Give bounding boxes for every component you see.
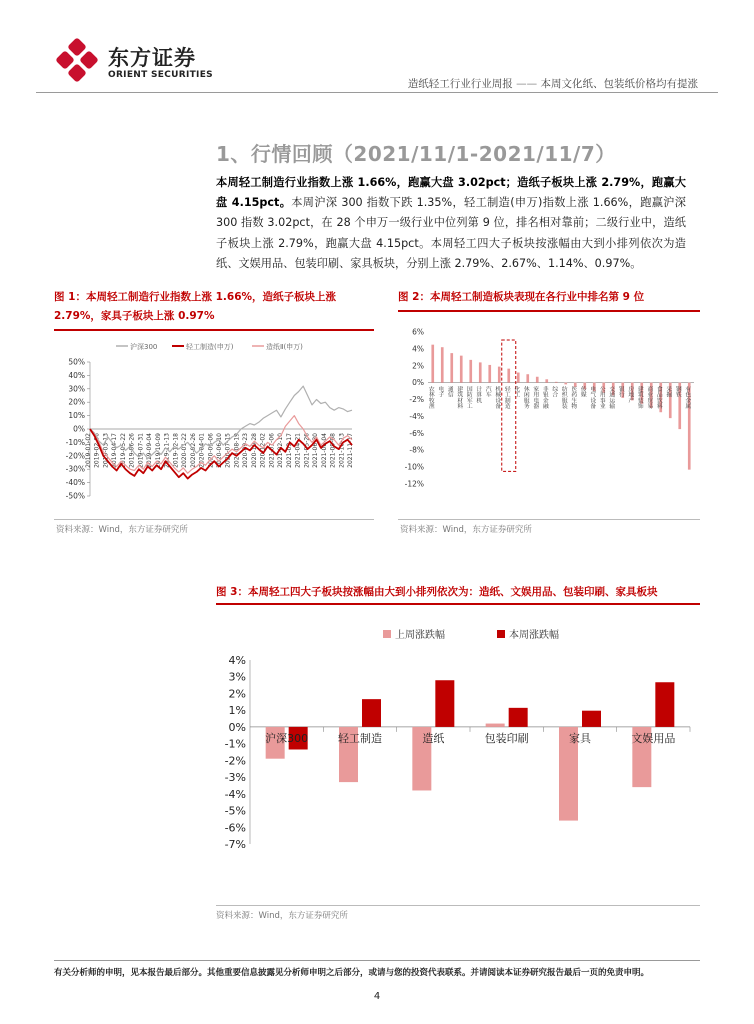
fig1-x-tick-label: 2019-02-06 [93,433,101,468]
fig3-y-tick-label: 3% [228,670,246,684]
fig1-x-tick-label: 2020-06-10 [216,433,223,468]
fig2-category-label: 公用事业 [598,385,605,409]
fig1-y-tick-label: 50% [68,357,85,367]
fig3-y-tick-label: -5% [224,804,246,818]
fig1-x-tick-label: 2019-09-04 [146,433,154,468]
fig2-category-label: 传媒 [579,385,586,398]
legend-label-light: 轻工制造(申万) [186,343,234,351]
fig1-x-tick-label: 2021-08-04 [320,433,328,468]
fig3-y-tick-label: 2% [228,687,246,701]
fig3-category-label: 轻工制造 [338,731,382,745]
fig1-y-tick-label: 20% [68,397,85,407]
fig3-category-label: 包装印刷 [484,731,529,745]
fig1-x-tick-label: 2021-04-21 [294,433,302,468]
fig1-title: 图 1：本周轻工制造行业指数上涨 1.66%，造纸子板块上涨 2.79%，家具子板块上涨 0.97% [54,291,337,322]
logo-text-cn: 东方证券 [108,46,196,70]
fig1-x-tick-label: 2021-01-06 [268,433,276,468]
fig2-category-label: 医药生物 [569,385,576,409]
fig2-bars [427,340,690,471]
fig1-legend [116,342,303,351]
fig2-y-tick-label: -12% [404,479,424,489]
fig3-bar [655,682,674,727]
fig1-y-tick-label: -10% [65,437,85,447]
fig1-y-tick-label: 30% [68,384,85,394]
fig1-line-chart [54,334,374,512]
fig3-y-tick-label: -7% [224,838,246,851]
logo-text-en: ORIENT SECURITIES [108,70,213,80]
fig1-rule [54,329,374,331]
legend-label-paper: 造纸Ⅱ(申万) [266,343,303,351]
fig2-bar-chart [398,318,700,514]
fig1-x-tick-label: 2019-11-13 [163,433,171,468]
fig3-y-tick-label: -3% [224,771,246,785]
fig2-bar [431,345,434,383]
fig1-x-tick-label: 2019-01-02 [85,433,92,468]
fig2-y-tick-label: 4% [412,344,424,354]
report-subtitle: 本周文化纸、包装纸价格均有提涨 [540,78,698,90]
fig3-bar-chart [216,620,700,900]
fig1-x-tick-label: 2021-09-08 [329,433,337,468]
fig2-bar [450,353,453,383]
fig1-y-tick-label: 40% [68,370,85,380]
legend-swatch-this-week [497,630,505,638]
fig1-x-tick-label: 2019-06-26 [128,433,136,468]
fig2-category-label: 国防军工 [465,385,472,409]
fig3-y-tick-label: -6% [224,821,246,835]
fig1-source-rule [54,519,374,520]
fig1-x-tick-label: 2020-10-28 [250,433,258,468]
fig2-y-tick-label: 0% [412,378,424,388]
fig2-bar [536,377,539,383]
report-dash: —— [516,78,538,90]
fig3-bar [435,680,454,727]
fig1-x-tick-label: 2021-11-17 [347,433,354,468]
fig2-bar [488,365,491,383]
fig1-x-tick-label: 2020-05-06 [207,433,215,468]
legend-label-last-week: 上周涨跌幅 [395,630,445,641]
fig1-x-tick-label: 2019-05-22 [119,433,127,468]
fig1-x-tick-label: 2020-04-01 [198,433,206,468]
summary-bold: 本周轻工制造行业指数上涨 1.66%，跑赢大盘 3.02pct；造纸子板块上涨 2.79%，跑赢大盘 4.15pct。 [216,176,686,210]
fig3-axes [225,654,690,851]
fig2-bar [460,356,463,383]
report-title: 造纸轻工行业行业周报 [407,78,513,90]
fig1-y-tick-label: 10% [68,411,85,421]
fig1-y-tick-label: -20% [65,451,85,461]
fig2-category-label: 建筑装饰 [636,385,643,409]
fig2-bar [526,374,529,382]
fig2-category-label: 商业贸易 [645,385,652,409]
fig1-x-tick-label: 2021-06-30 [312,433,320,468]
fig1-x-tick-label: 2019-04-17 [111,433,119,468]
fig2-category-label: 轻工制造 [503,385,510,409]
fig2-y-tick-label: -2% [409,395,424,405]
fig2-bar [564,383,567,385]
fig1-x-tick-label: 2021-05-26 [303,433,311,468]
fig2-source-rule [398,519,700,520]
fig2-category-label: 食品饮料 [655,385,662,409]
fig2-bar [507,369,510,383]
fig1-x-tick-label: 2020-09-23 [242,433,250,468]
fig3-y-tick-label: -1% [224,737,246,751]
fig1-source: 资料来源：Wind，东方证券研究所 [56,525,188,535]
fig2-bar [555,382,558,383]
fig2-category-label: 休闲服务 [522,385,529,409]
fig1-x-tick-label: 2020-12-02 [259,433,267,468]
fig3-y-tick-label: 1% [228,704,246,718]
fig3-source-rule [216,905,700,906]
fig1-x-tick-label: 2019-03-13 [102,433,110,468]
fig3-bar [582,711,601,727]
fig1-y-tick-label: 0% [73,424,85,434]
fig3-bar [509,708,528,727]
fig2-y-tick-label: -6% [409,428,424,438]
fig1-y-tick-label: -50% [65,491,85,501]
fig1-x-tick-label: 2019-12-18 [172,433,180,468]
summary-paragraph [216,173,686,274]
fig1-x-tick-label: 2020-01-22 [181,433,189,468]
fig3-bar [362,699,381,727]
fig1-x-tick-label: 2019-07-31 [137,433,145,468]
fig2-source: 资料来源：Wind，东方证券研究所 [400,525,532,535]
fig3-y-tick-label: -2% [224,754,246,768]
fig1-x-tick-label: 2021-10-13 [338,433,346,468]
logo-mark-icon [56,38,100,82]
fig2-category-label: 通信 [446,385,453,398]
fig2-y-tick-label: 6% [412,327,424,337]
fig3-y-tick-label: 0% [228,720,246,734]
fig2-category-label: 机械设备 [493,385,500,409]
fig3-category-label: 家具 [569,731,591,745]
fig3-rule [216,603,700,605]
fig1-x-tick-label: 2020-02-26 [189,433,197,468]
fig2-y-tick-label: -8% [409,445,424,455]
header-divider [36,92,718,93]
fig1-x-tick-label: 2021-03-17 [285,433,293,468]
company-logo [56,38,216,84]
fig3-category-label: 沪深300 [265,731,309,745]
fig1-axes [66,358,354,501]
fig3-source: 资料来源：Wind，东方证券研究所 [216,911,348,921]
fig2-title: 图 2：本周轻工制造板块表现在各行业中排名第 9 位 [398,291,645,303]
footer-disclaimer: 有关分析师的申明，见本报告最后部分。其他重要信息披露见分析师申明之后部分，或请与您的投资代表联系。并请阅读本证券研究报告最后一页的免责申明。 [54,968,650,978]
fig2-category-label: 家用电器 [531,385,538,409]
fig2-category-label: 化工 [512,385,519,398]
fig3-title: 图 3：本周轻工四大子板块按涨幅由大到小排列依次为：造纸、文娱用品、包装印刷、家具板块 [216,586,658,598]
section-title: 1、行情回顾（2021/11/1-2021/11/7） [216,142,616,166]
fig3-legend [383,628,559,641]
fig2-category-label: 钢铁 [674,385,681,398]
fig2-category-label: 汽车 [484,385,491,398]
fig2-category-label: 采掘 [664,385,671,398]
fig3-y-tick-label: -4% [224,787,246,801]
fig2-bar [517,373,520,383]
fig2-y-tick-label: -10% [404,462,424,472]
fig2-bar [469,360,472,383]
legend-swatch-last-week [383,630,391,638]
legend-label-hs300: 沪深300 [130,343,158,351]
fig2-category-label: 银行 [617,385,624,398]
fig2-bar [498,367,501,383]
page-number: 4 [373,991,381,1002]
fig1-x-tick-label: 2019-10-09 [154,433,162,468]
summary-text: 本周沪深 300 指数下跌 1.35%，轻工制造(申万)指数上涨 1.66%，跑赢沪深 300 指数 3.02pct，在 28 个申万一级行业中位列第 9 位，排名相对靠前；二级行业中，造纸子板块上涨 2.79%，跑赢大盘 4.15pct。本周轻工四大子板块按涨幅由大到小排列依次为造纸、文娱用品、包装印刷、家具板块，分别上涨 2.79%、2.67%、1.14%、0.97%。 [216,196,686,270]
fig2-category-label: 房地产 [626,385,633,404]
legend-label-this-week: 本周涨跌幅 [509,630,559,641]
fig1-y-tick-label: -30% [65,464,85,474]
fig2-category-label: 有色金属 [683,385,690,409]
fig2-category-label: 电气设备 [588,385,595,409]
fig1-y-tick-label: -40% [65,478,85,488]
fig2-category-label: 交通运输 [607,385,614,409]
fig1-x-tick-label: 2020-07-15 [224,433,232,468]
fig1-x-tick-label: 2021-02-10 [277,433,285,468]
fig2-bar [479,362,482,382]
fig2-category-label: 电子 [436,385,443,398]
fig2-bar [545,379,548,382]
fig1-x-tick-label: 2020-08-19 [233,433,241,468]
report-header [408,76,698,91]
fig2-y-tick-label: 2% [412,361,424,371]
fig3-bars [265,680,675,820]
fig2-bar [441,347,444,382]
fig2-category-label: 非银金融 [541,385,548,409]
fig3-category-label: 造纸 [422,731,445,745]
fig2-category-label: 建筑材料 [455,385,462,409]
fig2-category-label: 农林牧渔 [427,385,434,409]
fig2-y-tick-label: -4% [409,411,424,421]
fig2-rule [398,310,700,312]
fig2-category-label: 综合 [550,385,557,398]
footer-divider [54,960,700,961]
fig3-y-tick-label: 4% [228,654,246,667]
fig2-category-label: 计算机 [474,385,481,404]
fig3-category-label: 文娱用品 [631,731,676,745]
fig2-category-label: 纺织服装 [560,385,567,409]
fig3-bar [486,724,505,727]
